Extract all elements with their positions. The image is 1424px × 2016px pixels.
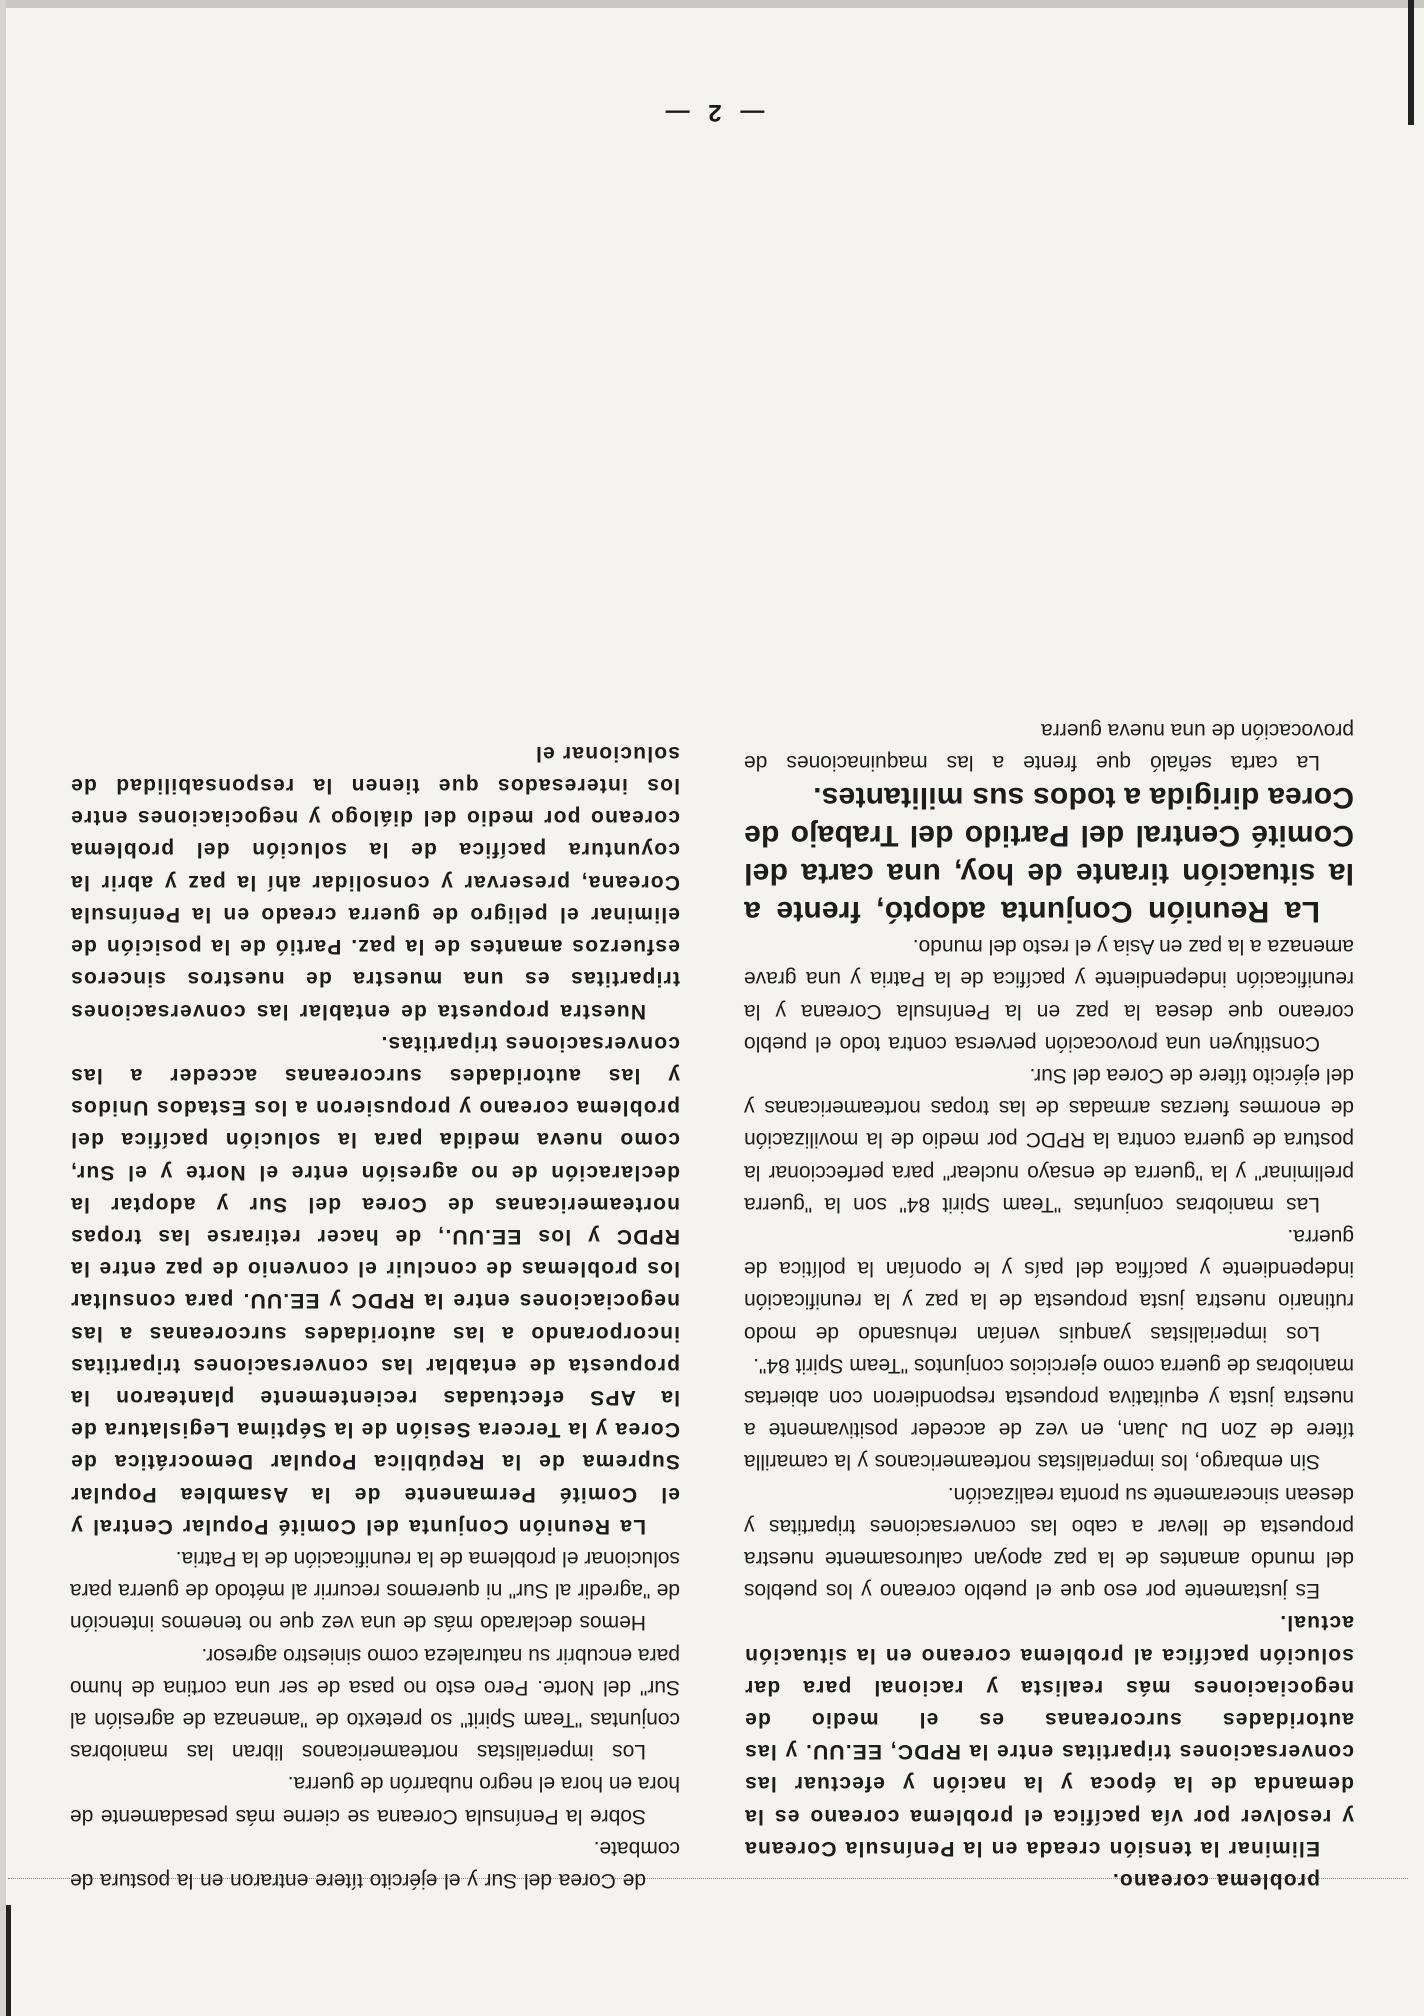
paragraph: Los imperialistas norteamericanos libran las maniobras conjuntas "Team Spirit" so pretexto de "amenaza de agresión al Sur" del Norte. Pero esto no pasa de ser una cortina de humo para encubrir su naturaleza como siniestro agresor. (70, 1643, 680, 1764)
page-number: — 2 — (659, 99, 765, 126)
paragraph: Las maniobras conjuntas "Team Spirit 84" son la "guerra preliminar" y la "guerra de ensayo nuclear" para perfeccionar la postura de guerra contra la RPDC por medio de la movilización de enormes fuerzas armadas de las tropas norteamericanas y del ejército títere de Corea del Sur. (744, 1063, 1354, 1216)
paragraph: Los imperialistas yanquis venían rehusando de modo rutinario nuestra justa propuesta de la paz y la reunificación independiente y pacífica del país y le oponían la política de guerra. (744, 1224, 1354, 1345)
right-text-column (70, 737, 680, 1896)
paragraph: Nuestra propuesta de entablar las conversaciones tripartitas es una muestra de nuestros sinceros esfuerzos amantes de la paz. Partió de la posición de eliminar el peligro de guerra creado en la Península Coreana, preservar y consolidar ahí la paz y abrir la coyuntura pacífica de la solución del problema coreano por medio del diálogo y negociaciones entre los interesados que tienen la responsabilidad de solucionar el (70, 741, 680, 1023)
paragraph: Eliminar la tensión creada en la Península Coreana y resolver por vía pacífica el problema coreano es la demanda de la época y la nación y efectuar las conversaciones tripartitas entre la RPDC, EE.UU. y las autoridades surcoreanas es el medio de negociaciones más realista y racional para dar solución pacífica al problema coreano en la situación actual. (744, 1611, 1354, 1860)
paragraph: La Reunión Conjunta del Comité Popular Central y el Comité Permanente de la Asamblea Popular Suprema de la República Popular Democrática de Corea y la Tercera Sesión de la Séptima Legislatura de la APS efectuadas recientemente plantearon la propuesta de entablar las conversaciones tripartitas incorporando a las autoridades surcoreanas a las negociaciones entre la RPDC y EE.UU. para consultar los problemas de concluir el convenio de paz entre la RPDC y los EE.UU., de hacer retirarse las tropas norteamericanas de Corea del Sur y adoptar la declaración de no agresión entre el Norte y el Sur, como nueva medida para la solución pacífica del problema coreano y propusieron a los Estados Unidos y las autoridades surcoreanas acceder a las conversaciones tripartitas. (70, 1031, 680, 1538)
paragraph: Constituyen una provocación perversa contra todo el pueblo coreano que desea la paz en la Península Coreana y la reunificación independiente y pacífica de la Patria y una grave amenaza a la paz en Asia y el resto del mundo. (744, 935, 1354, 1055)
paragraph: Es justamente por eso que el pueblo coreano y los pueblos del mundo amantes de la paz apoyan calurosamente nuestra propuesta de llevar a cabo las conversaciones tripartitas y desean sinceramente su pronta realización. (744, 1482, 1354, 1603)
paragraph: La carta señaló que frente a las maquinaciones de provocación de una nueva guerra (744, 718, 1354, 774)
paragraph: Hemos declarado más de una vez que no tenemos intención de "agredir al Sur" ni queremos recurrir al método de guerra para solucionar el problema de la reunificación de la Patria. (70, 1546, 680, 1635)
paragraph: La Reunión Conjunta adoptó, frente a la situación tirante de hoy, una carta del Comité Central del Partido del Trabajo de Corea dirigida a todos sus militantes. (744, 780, 1354, 928)
paragraph: Sobre la Península Coreana se cierne más pesadamente de hora en hora el negro nubarrón de guerra. (70, 1772, 680, 1828)
left-text-column (744, 714, 1354, 1897)
paragraph: Sin embargo, los imperialistas norteamericanos y la camarilla títere de Zon Du Juan, en vez de acceder positivamente a nuestra justa y equitativa propuesta respondieron con abiertas maniobras de guerra como ejercicios conjuntos "Team Spirit 84". (744, 1353, 1354, 1474)
paragraph: problema coreano. (1111, 1869, 1320, 1892)
paragraph: de Corea del Sur y el ejército títere entraron en la postura de combate. (70, 1836, 680, 1892)
